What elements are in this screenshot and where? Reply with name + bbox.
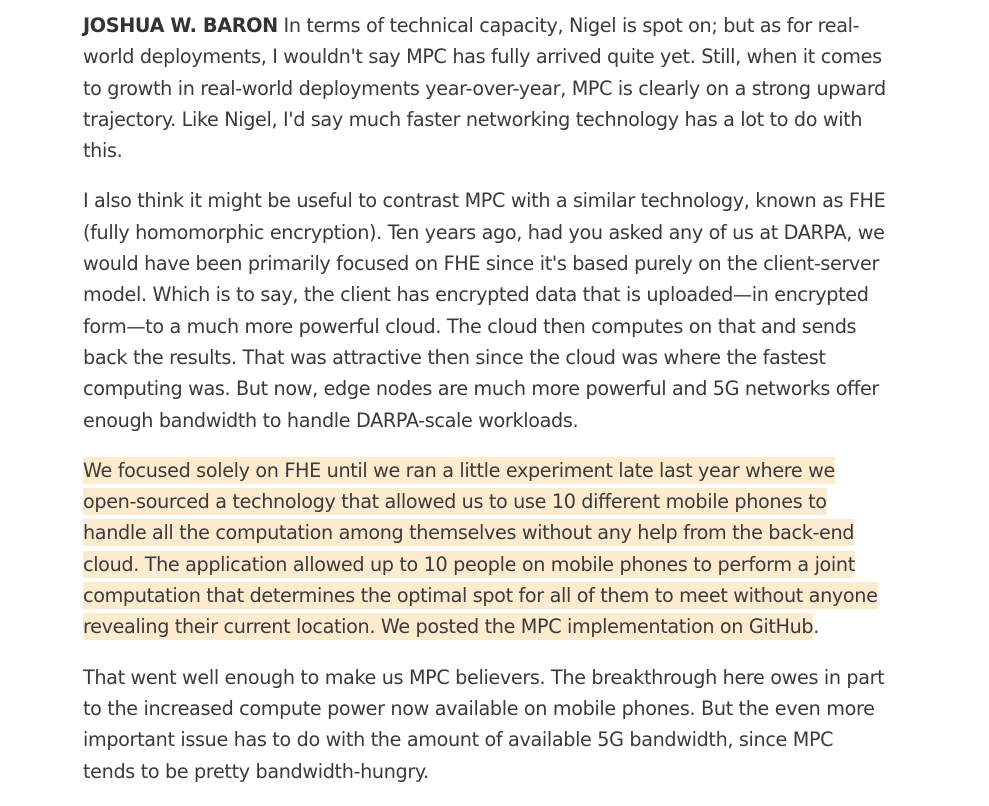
paragraph-3 — [83, 455, 889, 643]
paragraph-2: I also think it might be useful to contrast MPC with a similar technology, known as FHE (fully homomorphic encryption). Ten years ago, had you asked any of us at DARPA, we would have been primarily focused on FHE since it's based purely on the client-server model. Which is to say, the client has encrypted data that is uploaded—in encrypted form—to a much more powerful cloud. The cloud then computes on that and sends back the results. That was attractive then since the cloud was where the fastest computing was. But now, edge nodes are much more powerful and 5G networks offer enough bandwidth to handle DARPA-scale workloads. — [83, 189, 886, 432]
paragraph-3-trailing: . — [813, 615, 819, 639]
paragraph-1-text: In terms of technical capacity, Nigel is spot on; but as for real-world deployments, I wouldn't say MPC has fully arrived quite yet. Still, when it comes to growth in real-world deployments year-over-year, MPC is clearly on a strong upward trajectory. Like Nigel, I'd say much faster networking technology has a lot to do with this. — [83, 14, 886, 163]
highlighted-text[interactable]: We focused solely on FHE until we ran a little experiment late last year where we open-sourced a technology that allowed us to use 10 different mobile phones to handle all the computation among themselves without any help from the back-end cloud. The application allowed up to 10 people on mobile phones to perform a joint computation that determines the optimal spot for all of them to meet without anyone revealing their current location. We posted the MPC implementation on GitHub — [83, 458, 878, 639]
paragraph-4: That went well enough to make us MPC believers. The breakthrough here owes in part to the increased compute power now available on mobile phones. But the even more important issue has to do with the amount of available 5G bandwidth, since MPC tends to be pretty bandwidth-hungry. — [83, 665, 885, 783]
paragraph-1 — [83, 10, 889, 166]
speaker-name: JOSHUA W. BARON — [83, 14, 278, 37]
article-body — [83, 10, 889, 806]
